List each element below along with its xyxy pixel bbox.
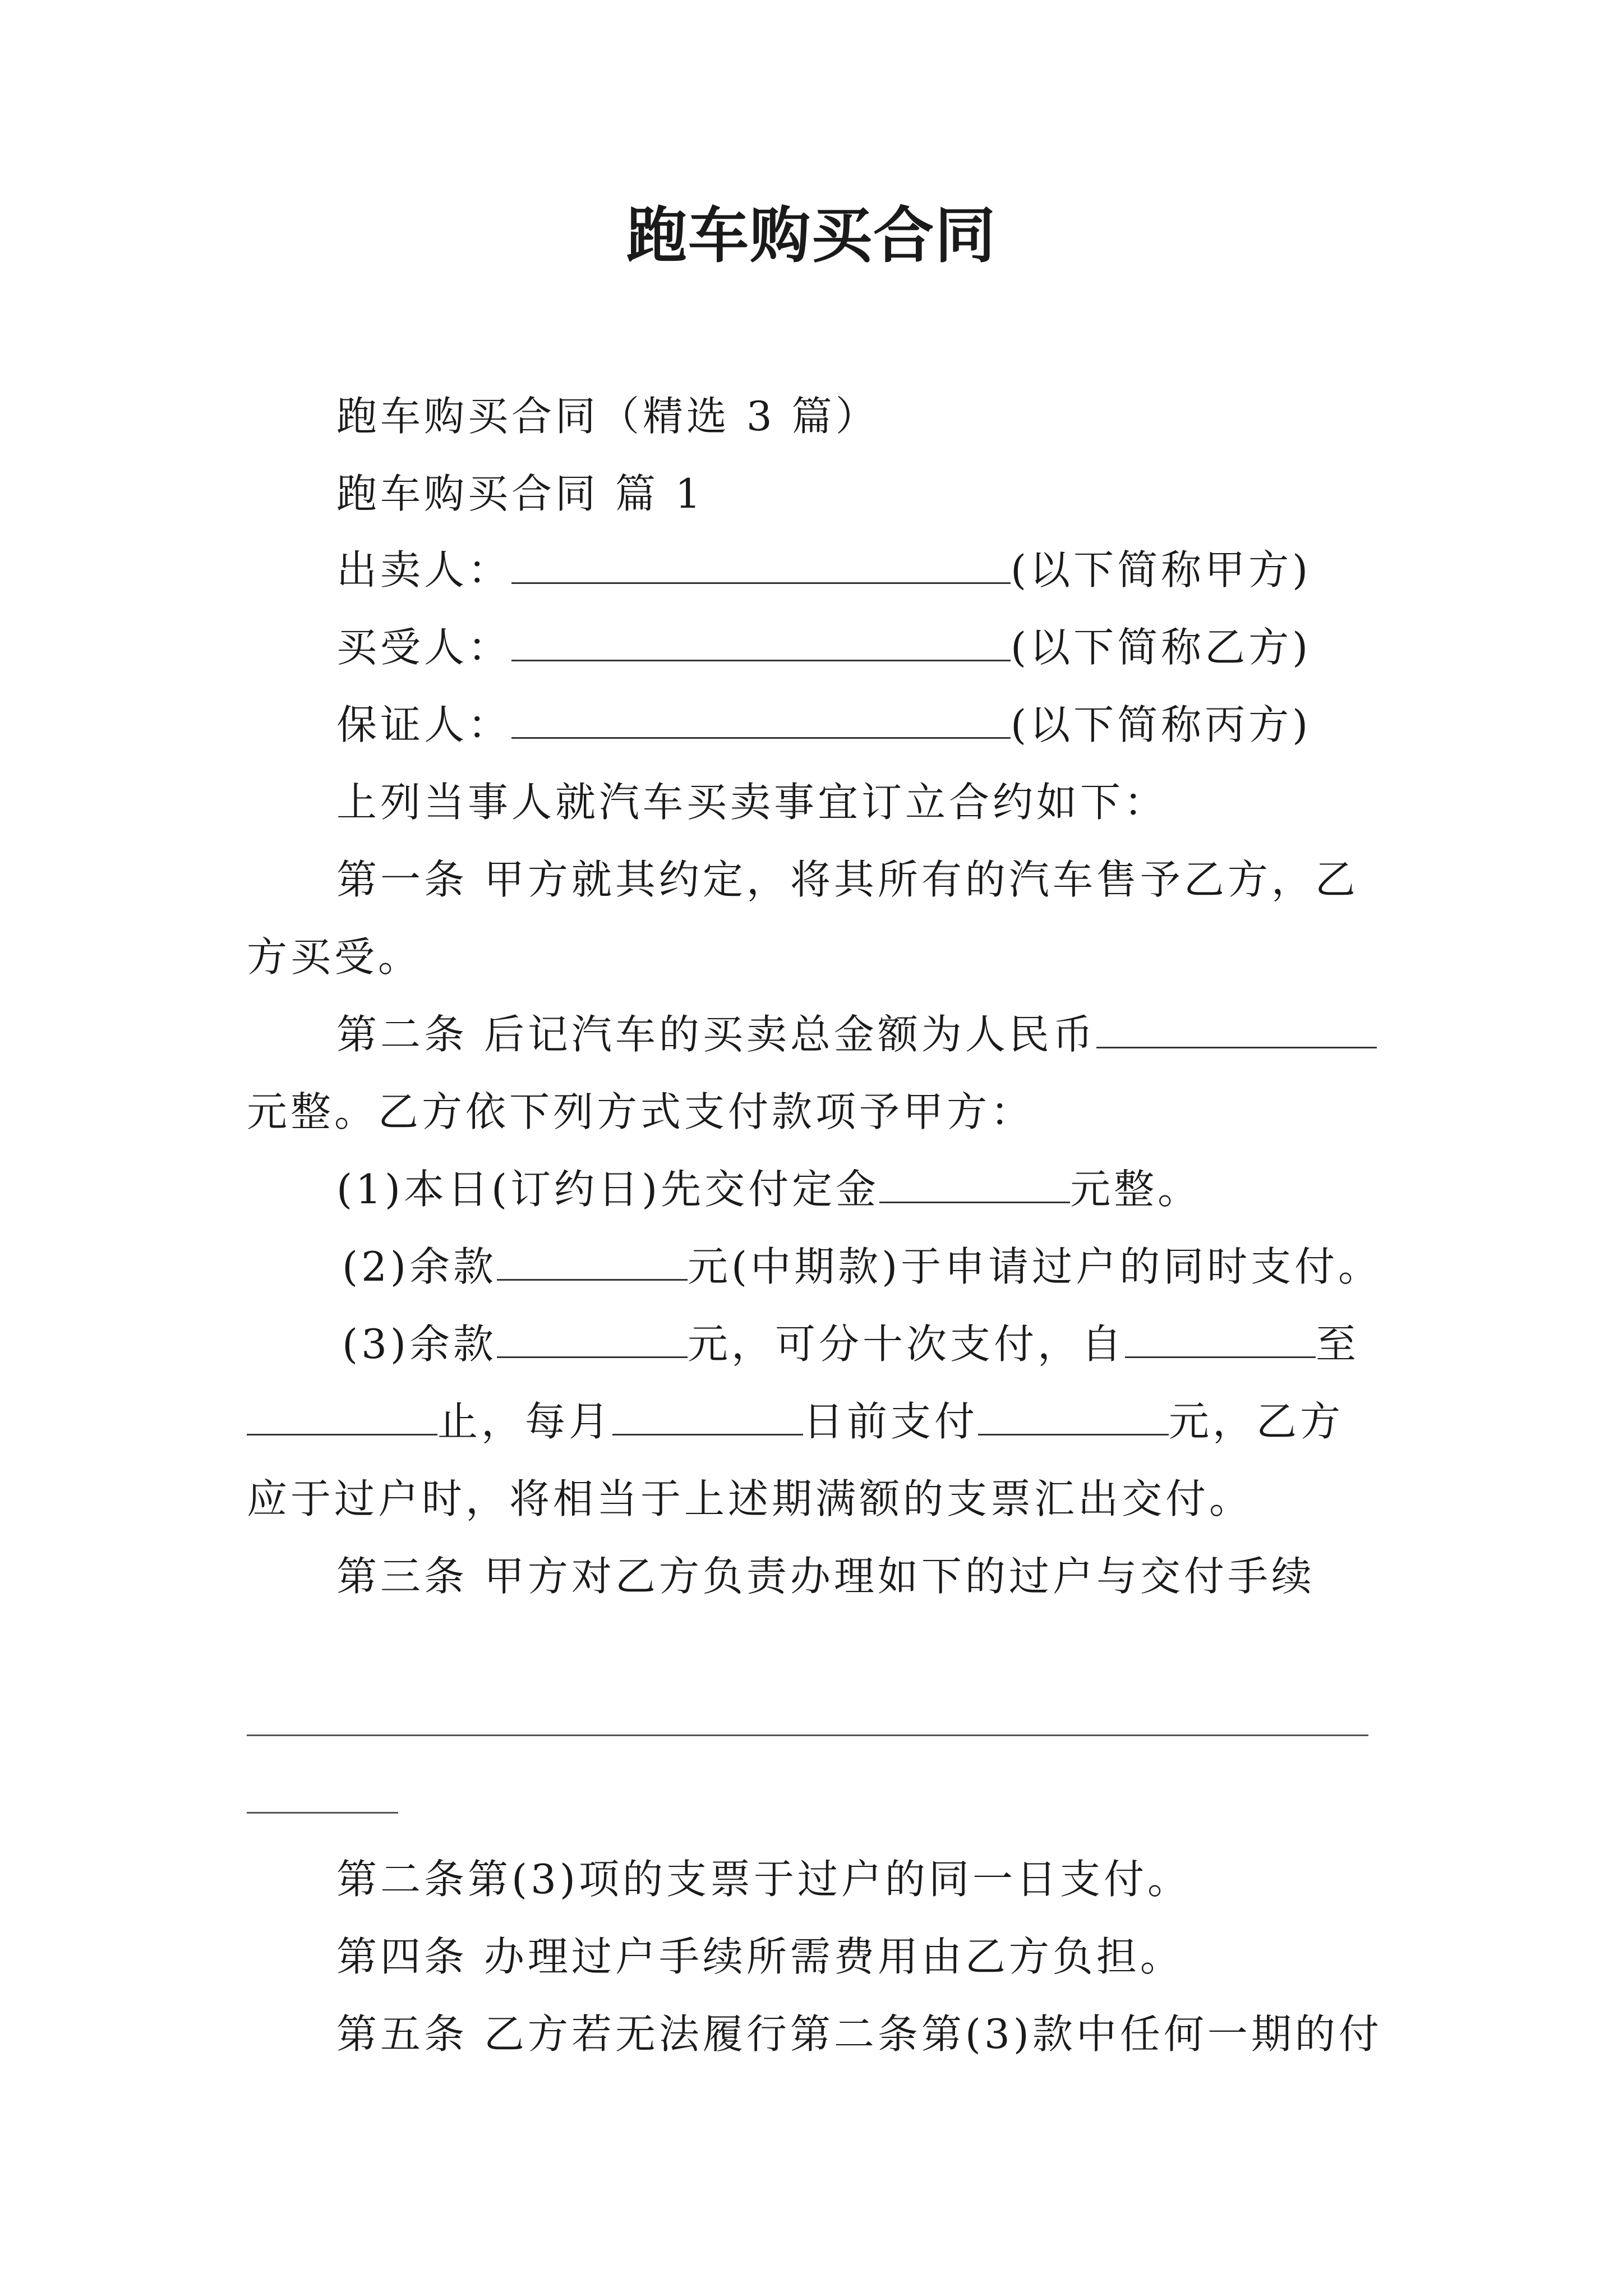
party-guarantor-suffix: (以下简称丙方) xyxy=(1011,701,1312,748)
intro-text: 上列当事人就汽车买卖事宜订立合约如下： xyxy=(336,779,1168,826)
transfer-procedure-blank-line-end[interactable] xyxy=(247,1812,398,1814)
article-2-line-1 xyxy=(336,1006,1377,1062)
party-seller xyxy=(336,542,1311,598)
balance-amount-blank[interactable] xyxy=(497,1316,688,1358)
article-1-line-2: 方买受。 xyxy=(247,933,422,981)
article-2-line-2: 元整。乙方依下列方式支付款项予甲方： xyxy=(247,1088,1035,1135)
section-heading: 跑车购买合同 篇 1 xyxy=(336,470,704,517)
payment-item-2-text: (2)余款 xyxy=(342,1243,497,1290)
deposit-blank[interactable] xyxy=(879,1161,1070,1203)
article-5: 第五条 乙方若无法履行第二条第(3)款中任何一期的付 xyxy=(336,2010,1382,2058)
payment-item-2-suffix: 元(中期款)于申请过户的同时支付。 xyxy=(688,1243,1382,1290)
payment-item-3-tail: 元，乙方 xyxy=(1169,1398,1344,1445)
total-amount-blank[interactable] xyxy=(1096,1006,1377,1048)
payment-item-1-text: (1)本日(订约日)先交付定金 xyxy=(336,1166,880,1213)
party-seller-blank[interactable] xyxy=(511,542,1011,584)
party-buyer-suffix: (以下简称乙方) xyxy=(1011,624,1312,671)
payment-item-3-monthly: 止，每月 xyxy=(437,1398,613,1445)
article-1-line-1: 第一条 甲方就其约定，将其所有的汽车售予乙方，乙 xyxy=(336,856,1359,903)
end-date-blank[interactable] xyxy=(247,1393,437,1435)
payment-item-3-line-2 xyxy=(247,1393,1344,1450)
party-guarantor xyxy=(336,697,1311,753)
monthly-amount-blank[interactable] xyxy=(978,1393,1169,1435)
party-buyer-blank[interactable] xyxy=(511,619,1011,661)
payment-item-3-pay: 日前支付 xyxy=(803,1398,979,1445)
subtitle: 跑车购买合同（精选 3 篇） xyxy=(336,393,879,440)
transfer-procedure-blank-line[interactable] xyxy=(247,1734,1368,1736)
party-seller-suffix: (以下简称甲方) xyxy=(1011,546,1312,593)
party-buyer xyxy=(336,619,1311,675)
document-title: 跑车购买合同 xyxy=(626,200,997,271)
payment-item-1-suffix: 元整。 xyxy=(1070,1166,1202,1213)
article-4: 第四条 办理过户手续所需费用由乙方负担。 xyxy=(336,1933,1184,1980)
payment-item-3-line-1 xyxy=(342,1316,1359,1372)
start-date-blank[interactable] xyxy=(1125,1316,1316,1358)
payment-item-3-mid: 元，可分十次支付，自 xyxy=(688,1320,1126,1368)
payment-item-3-line-3: 应于过户时，将相当于上述期满额的支票汇出交付。 xyxy=(247,1475,1253,1522)
payment-item-1 xyxy=(336,1161,1201,1217)
party-guarantor-label: 保证人： xyxy=(336,701,512,748)
article-2-text: 第二条 后记汽车的买卖总金额为人民币 xyxy=(336,1011,1096,1058)
party-seller-label: 出卖人： xyxy=(336,546,512,593)
article-3: 第三条 甲方对乙方负责办理如下的过户与交付手续 xyxy=(336,1553,1315,1600)
payment-item-3-text: (3)余款 xyxy=(342,1320,497,1368)
party-guarantor-blank[interactable] xyxy=(511,697,1011,739)
article-3-note: 第二条第(3)项的支票于过户的同一日支付。 xyxy=(336,1856,1191,1903)
party-buyer-label: 买受人： xyxy=(336,624,512,671)
monthly-day-blank[interactable] xyxy=(612,1393,803,1435)
payment-item-2 xyxy=(342,1239,1382,1295)
midterm-amount-blank[interactable] xyxy=(497,1239,688,1281)
payment-item-3-to: 至 xyxy=(1316,1320,1360,1368)
